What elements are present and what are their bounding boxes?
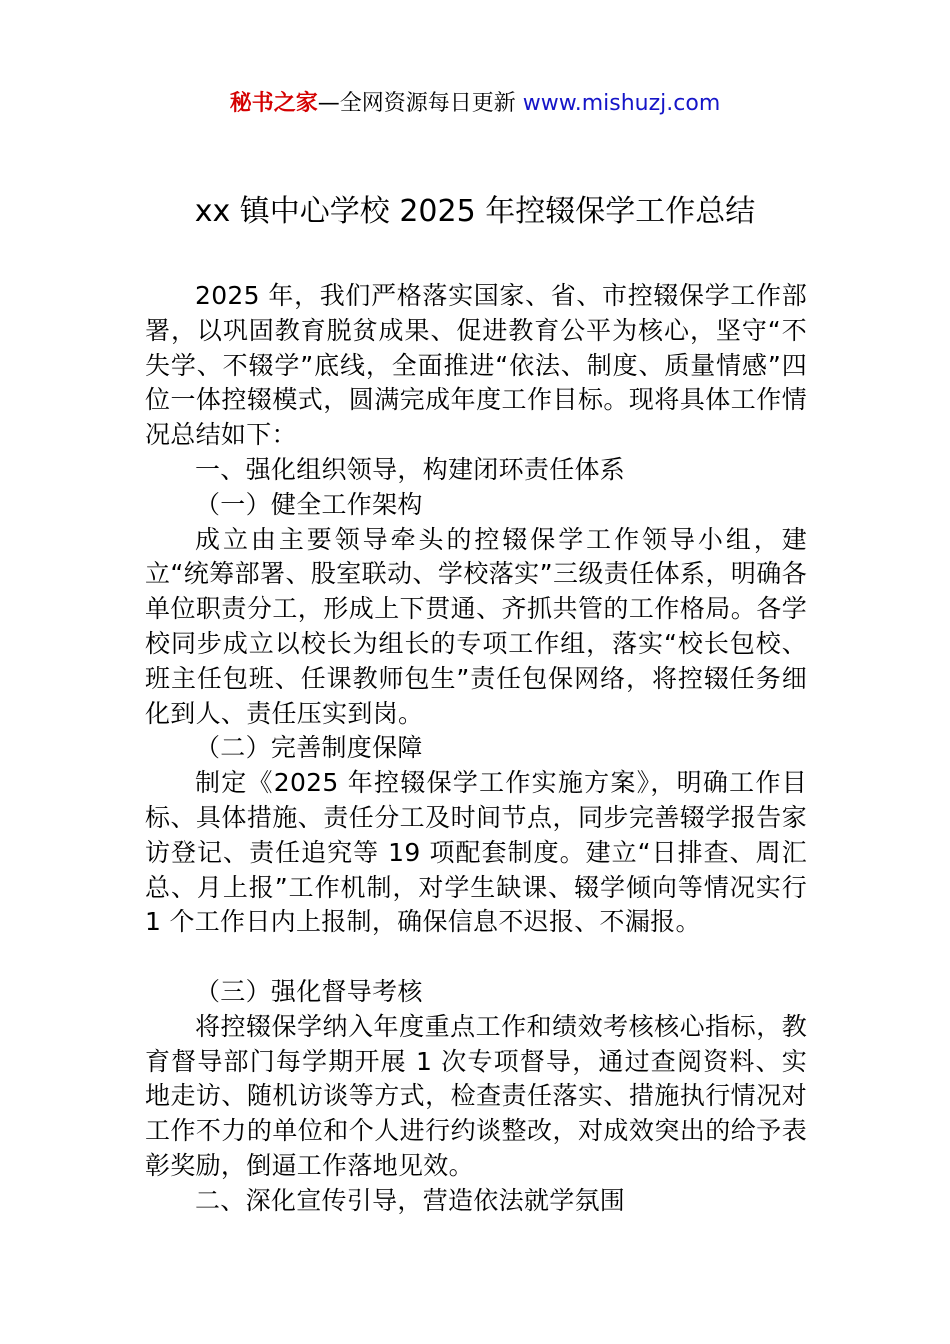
section-heading-1: 一、强化组织领导，构建闭环责任体系 xyxy=(195,454,626,484)
site-url-link[interactable]: www.mishuzj.com xyxy=(522,91,721,116)
intro-paragraph: 2025 年，我们严格落实国家、省、市控辍保学工作部署，以巩固教育脱贫成果、促进教育公平为核心，坚守“不失学、不辍学”底线，全面推进“依法、制度、质量情感”四位一体控辍模式，圆满完成年度工作目标。现将具体工作情况总结如下： xyxy=(145,281,807,450)
paragraph-spacer xyxy=(145,940,807,975)
subsection-body-2: 制定《2025 年控辍保学工作实施方案》，明确工作目标、具体措施、责任分工及时间节点，同步完善辍学报告家访登记、责任追究等 19 项配套制度。建立“日排查、周汇总、月上报”工作机制，对学生缺课、辍学倾向等情况实行 1 个工作日内上报制，确保信息不迟报、不漏报。 xyxy=(145,768,807,937)
subsection-heading-1: （一）健全工作架构 xyxy=(195,489,423,519)
header-tagline: —全网资源每日更新 xyxy=(317,91,523,116)
section-heading-2: 二、深化宣传引导，营造依法就学氛围 xyxy=(195,1185,626,1215)
document-title: xx 镇中心学校 2025 年控辍保学工作总结 xyxy=(194,194,756,229)
subsection-heading-3: （三）强化督导考核 xyxy=(195,976,423,1006)
brand-name: 秘书之家 xyxy=(229,91,318,116)
site-header xyxy=(0,88,950,120)
document-body xyxy=(145,279,807,1219)
subsection-heading-2: （二）完善制度保障 xyxy=(195,733,423,763)
subsection-body-1: 成立由主要领导牵头的控辍保学工作领导小组，建立“统筹部署、股室联动、学校落实”三级责任体系，明确各单位职责分工，形成上下贯通、齐抓共管的工作格局。各学校同步成立以校长为组长的专项工作组，落实“校长包校、班主任包班、任课教师包生”责任包保网络，将控辍任务细化到人、责任压实到岗。 xyxy=(145,524,807,728)
subsection-body-3: 将控辍保学纳入年度重点工作和绩效考核核心指标，教育督导部门每学期开展 1 次专项督导，通过查阅资料、实地走访、随机访谈等方式，检查责任落实、措施执行情况对工作不力的单位和个人进行约谈整改，对成效突出的给予表彰奖励，倒逼工作落地见效。 xyxy=(145,1011,807,1180)
